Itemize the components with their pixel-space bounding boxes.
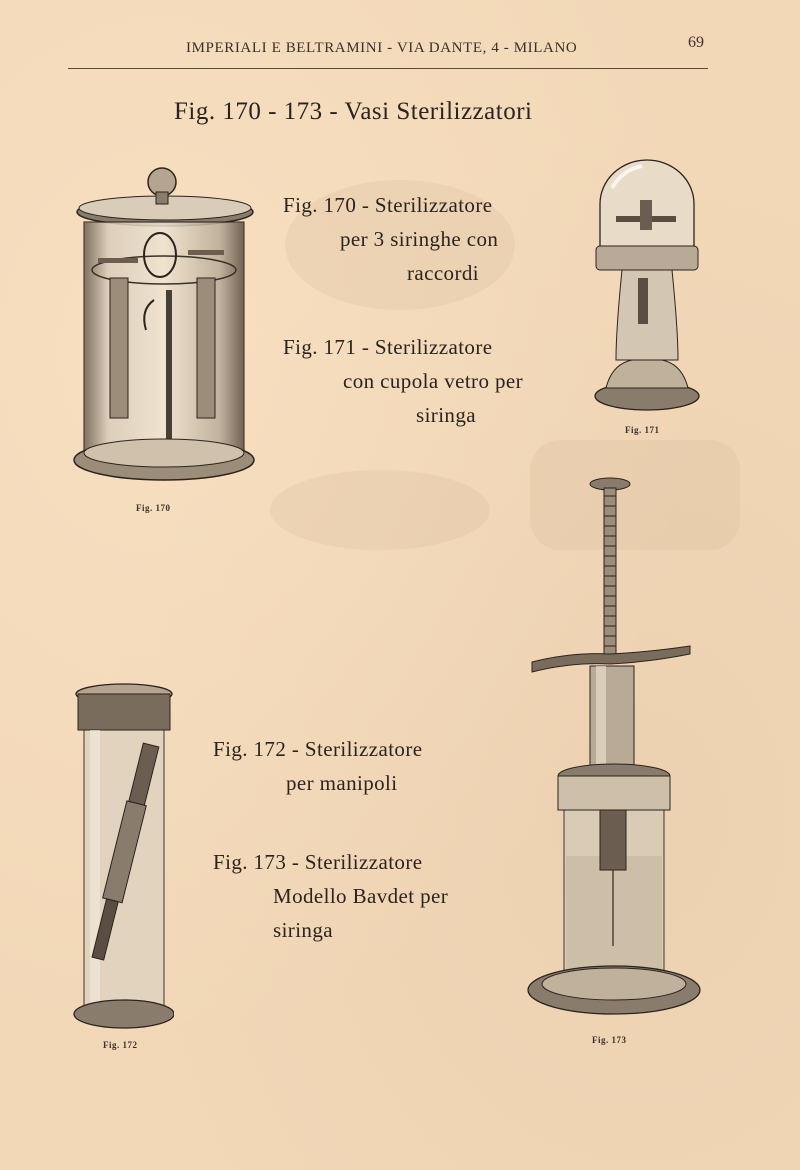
page-title: Fig. 170 - 173 - Vasi Sterilizzatori (174, 98, 533, 125)
fig171-label: Fig. 171 (625, 425, 660, 435)
caption-line: Fig. 173 - Sterilizzatore (213, 850, 423, 874)
caption-fig172 (213, 732, 422, 800)
fig171-illustration (592, 158, 702, 420)
caption-line: per manipoli (286, 771, 398, 795)
caption-fig170 (283, 188, 498, 290)
fig170-label: Fig. 170 (136, 503, 171, 513)
caption-line: raccordi (407, 261, 479, 285)
header-rule (68, 68, 708, 69)
fig173-illustration (526, 476, 706, 1028)
show-through-shape (270, 470, 490, 550)
fig172-label: Fig. 172 (103, 1040, 138, 1050)
caption-fig171 (283, 330, 523, 432)
caption-line: Fig. 172 - Sterilizzatore (213, 737, 423, 761)
caption-line: siringa (273, 918, 333, 942)
fig172-illustration (70, 682, 174, 1034)
running-head: IMPERIALI E BELTRAMINI - VIA DANTE, 4 - MILANO (186, 40, 578, 56)
caption-line: Modello Bavdet per (273, 884, 449, 908)
caption-line: Fig. 171 - Sterilizzatore (283, 335, 493, 359)
caption-fig173 (213, 845, 448, 947)
page-number: 69 (688, 34, 704, 51)
fig173-label: Fig. 173 (592, 1035, 627, 1045)
fig170-illustration (72, 160, 258, 490)
caption-line: per 3 siringhe con (340, 227, 499, 251)
caption-line: Fig. 170 - Sterilizzatore (283, 193, 493, 217)
caption-line: siringa (416, 403, 476, 427)
caption-line: con cupola vetro per (343, 369, 524, 393)
